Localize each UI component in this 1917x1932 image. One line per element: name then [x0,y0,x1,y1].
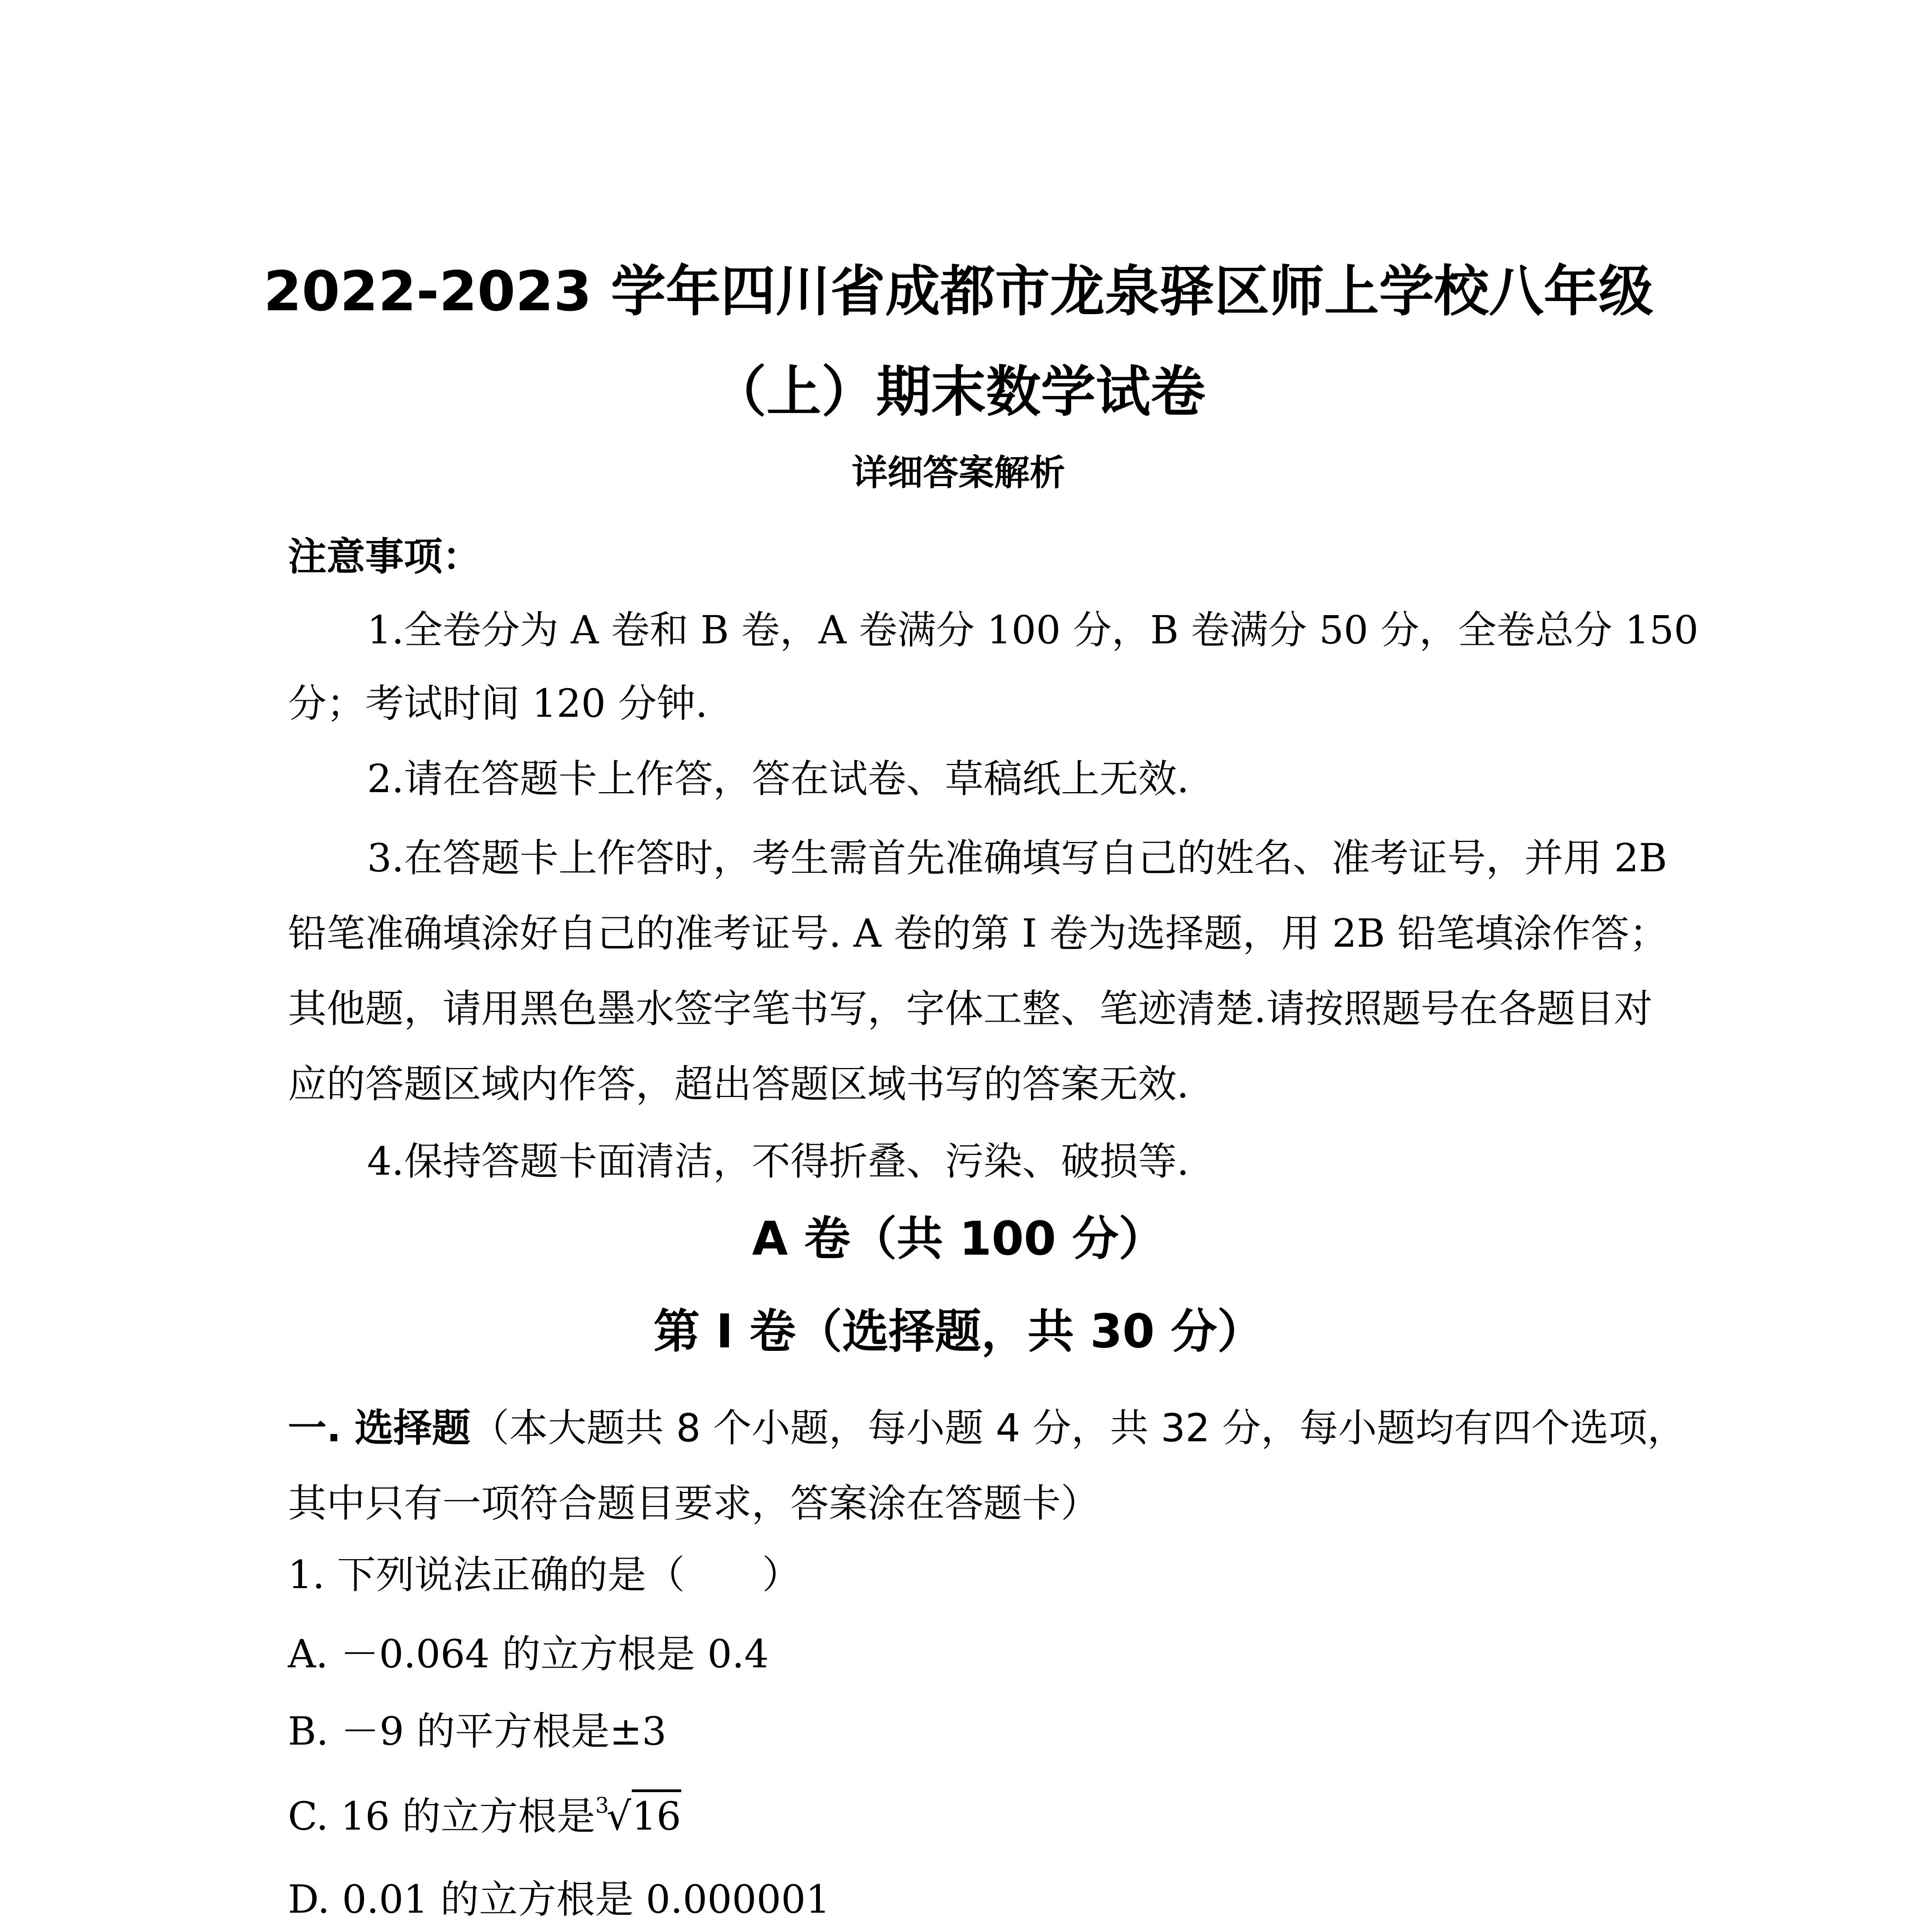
part-one-heading: 一. 选择题 [288,1405,471,1451]
note-2: 2.请在答题卡上作答，答在试卷、草稿纸上无效. [367,756,1189,801]
cube-root-index: 3 [595,1793,609,1818]
part-one-rule-a: （本大题共 8 个小题，每小题 4 分，共 32 分，每小题均有四个选项， [470,1405,1686,1451]
note-1-line-2: 分；考试时间 120 分钟. [288,681,708,726]
note-3-line-2: 铅笔准确填涂好自己的准考证号. A 卷的第 I 卷为选择题，用 2B 铅笔填涂作答； [288,911,1668,956]
section-part-1: 第 I 卷（选择题，共 30 分） [653,1305,1264,1359]
note-3-line-1: 3.在答题卡上作答时，考生需首先准确填写自己的姓名、准考证号，并用 2B [367,835,1667,881]
subtitle: 详细答案解析 [852,452,1065,493]
title-line-2: （上）期末数学试卷 [711,360,1206,424]
notes-heading: 注意事项： [288,534,481,579]
note-3-line-3: 其他题，请用黑色墨水签字笔书写，字体工整、笔迹清楚.请按照题号在各题目对 [288,986,1653,1031]
note-4: 4.保持答题卡面清洁，不得折叠、污染、破损等. [367,1139,1189,1184]
part-one-rules-line-2: 其中只有一项符合题目要求，答案涂在答题卡） [288,1481,1099,1526]
question-1-option-d: D. 0.01 的立方根是 0.000001 [288,1877,830,1922]
section-a-juan: A 卷（共 100 分） [752,1212,1165,1266]
question-1-option-b: B. －9 的平方根是±3 [288,1709,667,1754]
question-1-stem: 1. 下列说法正确的是（ ） [288,1552,801,1597]
title-line-1: 2022-2023 学年四川省成都市龙泉驿区师上学校八年级 [264,260,1653,323]
note-3-line-4: 应的答题区域内作答，超出答题区域书写的答案无效. [288,1061,1189,1107]
option-c-prefix: C. 16 的立方根是 [288,1794,595,1839]
question-1-option-a: A. －0.064 的立方根是 0.4 [288,1631,769,1677]
radical-sign-icon: √ [606,1794,631,1839]
cube-root-expression [595,1794,681,1839]
note-1-line-1: 1.全卷分为 A 卷和 B 卷，A 卷满分 100 分，B 卷满分 50 分，全卷总分 150 [367,607,1699,653]
part-one-rules-line-1 [288,1397,1686,1452]
question-1-option-c [288,1785,681,1841]
cube-root-radicand: 16 [632,1789,681,1839]
